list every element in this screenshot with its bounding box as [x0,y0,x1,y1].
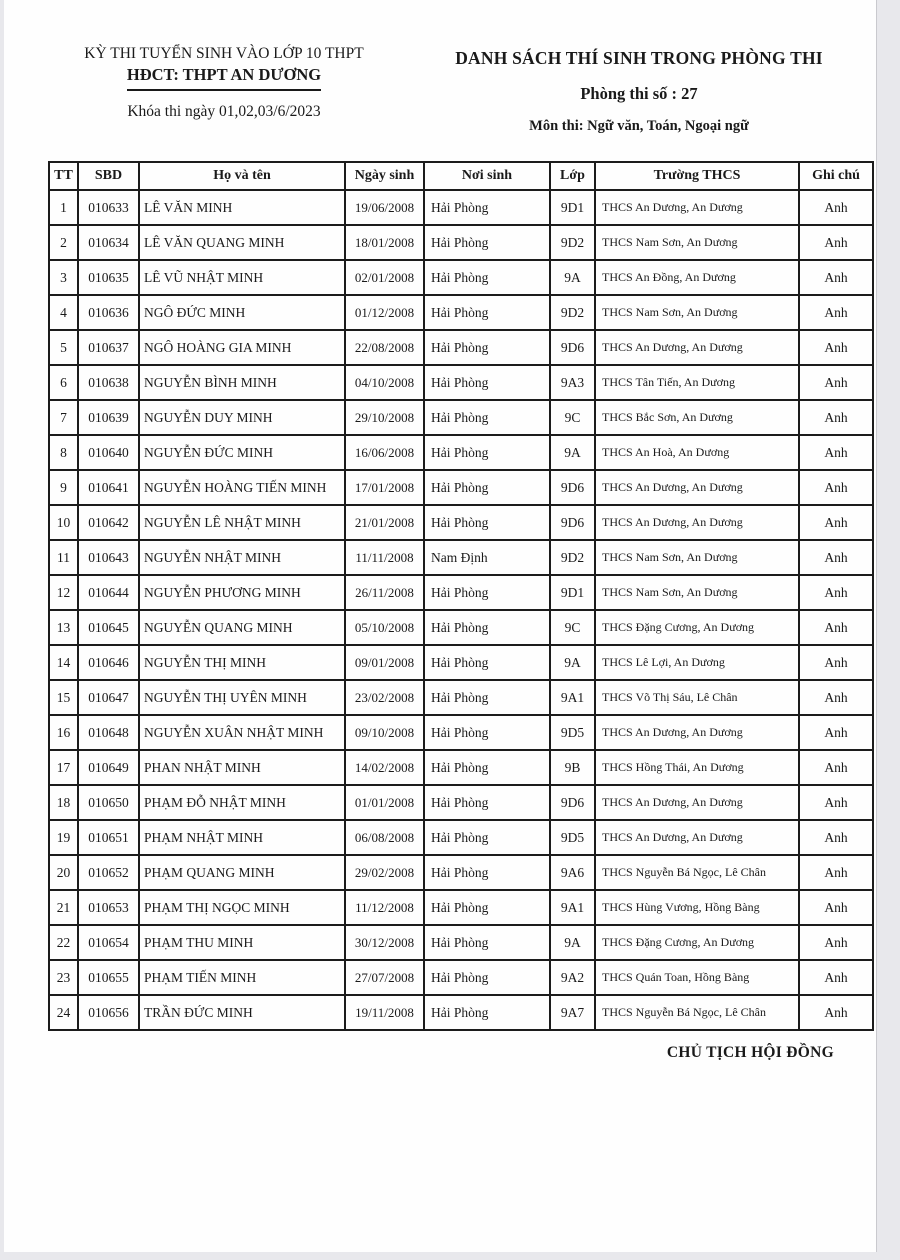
cell-name: NGUYỄN THỊ MINH [139,645,345,680]
cell-tt: 16 [49,715,78,750]
candidate-row [49,400,873,435]
cell-birthplace: Hải Phòng [424,260,550,295]
cell-tt: 13 [49,610,78,645]
cell-tt: 21 [49,890,78,925]
cell-class: 9A [550,925,595,960]
cell-sbd: 010651 [78,820,139,855]
cell-sbd: 010644 [78,575,139,610]
cell-dob: 01/01/2008 [345,785,424,820]
cell-sbd: 010649 [78,750,139,785]
cell-name: LÊ VŨ NHẬT MINH [139,260,345,295]
cell-birthplace: Hải Phòng [424,470,550,505]
cell-tt: 5 [49,330,78,365]
cell-sbd: 010639 [78,400,139,435]
column-header-dob: Ngày sinh [345,162,424,190]
cell-birthplace: Hải Phòng [424,400,550,435]
table-body [49,190,873,1030]
candidate-row [49,190,873,225]
candidate-row [49,960,873,995]
cell-note: Anh [799,470,873,505]
candidate-row [49,855,873,890]
cell-name: NGUYỄN LÊ NHẬT MINH [139,505,345,540]
cell-tt: 17 [49,750,78,785]
cell-class: 9D2 [550,295,595,330]
cell-birthplace: Hải Phòng [424,890,550,925]
cell-tt: 10 [49,505,78,540]
exam-name: KỲ THI TUYỂN SINH VÀO LỚP 10 THPT [84,45,364,62]
cell-school: THCS Đặng Cương, An Dương [595,925,799,960]
table-header-row [49,162,873,190]
cell-sbd: 010636 [78,295,139,330]
cell-birthplace: Hải Phòng [424,820,550,855]
column-header-class: Lớp [550,162,595,190]
cell-name: PHẠM QUANG MINH [139,855,345,890]
cell-note: Anh [799,995,873,1030]
cell-note: Anh [799,715,873,750]
cell-school: THCS An Dương, An Dương [595,785,799,820]
cell-school: THCS Đặng Cương, An Dương [595,610,799,645]
cell-class: 9D5 [550,715,595,750]
cell-name: PHAN NHẬT MINH [139,750,345,785]
cell-school: THCS Nguyễn Bá Ngọc, Lê Chân [595,995,799,1030]
cell-tt: 22 [49,925,78,960]
cell-sbd: 010640 [78,435,139,470]
cell-note: Anh [799,435,873,470]
cell-tt: 12 [49,575,78,610]
cell-dob: 29/02/2008 [345,855,424,890]
cell-tt: 4 [49,295,78,330]
cell-name: PHẠM THU MINH [139,925,345,960]
candidate-row [49,785,873,820]
cell-birthplace: Hải Phòng [424,575,550,610]
candidate-row [49,540,873,575]
cell-school: THCS An Dương, An Dương [595,820,799,855]
cell-name: NGUYỄN PHƯƠNG MINH [139,575,345,610]
cell-tt: 24 [49,995,78,1030]
cell-note: Anh [799,925,873,960]
cell-class: 9A [550,435,595,470]
cell-sbd: 010637 [78,330,139,365]
cell-tt: 2 [49,225,78,260]
cell-school: THCS An Dương, An Dương [595,190,799,225]
cell-note: Anh [799,330,873,365]
cell-tt: 8 [49,435,78,470]
cell-tt: 1 [49,190,78,225]
cell-class: 9A [550,260,595,295]
cell-name: NGUYỄN ĐỨC MINH [139,435,345,470]
candidate-row [49,435,873,470]
cell-name: PHẠM THỊ NGỌC MINH [139,890,345,925]
cell-school: THCS An Dương, An Dương [595,470,799,505]
cell-birthplace: Hải Phòng [424,435,550,470]
cell-dob: 19/06/2008 [345,190,424,225]
cell-dob: 17/01/2008 [345,470,424,505]
candidate-table [48,161,874,1031]
cell-name: LÊ VĂN MINH [139,190,345,225]
column-header-tt: TT [49,162,78,190]
column-header-school: Trường THCS [595,162,799,190]
cell-school: THCS An Dương, An Dương [595,715,799,750]
cell-class: 9D6 [550,470,595,505]
candidate-row [49,610,873,645]
cell-dob: 04/10/2008 [345,365,424,400]
signature-block [4,1044,876,1062]
cell-class: 9B [550,750,595,785]
cell-note: Anh [799,225,873,260]
cell-school: THCS An Hoà, An Dương [595,435,799,470]
cell-school: THCS Hùng Vương, Hồng Bàng [595,890,799,925]
cell-dob: 27/07/2008 [345,960,424,995]
cell-class: 9D6 [550,330,595,365]
cell-note: Anh [799,820,873,855]
cell-birthplace: Hải Phòng [424,995,550,1030]
cell-tt: 20 [49,855,78,890]
cell-birthplace: Hải Phòng [424,960,550,995]
candidate-row [49,715,873,750]
cell-tt: 23 [49,960,78,995]
cell-class: 9D5 [550,820,595,855]
cell-tt: 11 [49,540,78,575]
candidate-row [49,995,873,1030]
cell-name: NGUYỄN XUÂN NHẬT MINH [139,715,345,750]
document-header [4,0,876,135]
cell-school: THCS Hồng Thái, An Dương [595,750,799,785]
cell-dob: 02/01/2008 [345,260,424,295]
cell-tt: 18 [49,785,78,820]
council-name: HĐCT: THPT AN DƯƠNG [127,65,321,91]
cell-school: THCS An Dương, An Dương [595,330,799,365]
cell-birthplace: Hải Phòng [424,785,550,820]
cell-note: Anh [799,400,873,435]
document-page [4,0,877,1252]
cell-dob: 09/10/2008 [345,715,424,750]
page-title: DANH SÁCH THÍ SINH TRONG PHÒNG THI [455,48,823,68]
candidate-row [49,820,873,855]
cell-dob: 01/12/2008 [345,295,424,330]
cell-dob: 19/11/2008 [345,995,424,1030]
cell-dob: 14/02/2008 [345,750,424,785]
cell-name: PHẠM TIẾN MINH [139,960,345,995]
cell-sbd: 010645 [78,610,139,645]
cell-dob: 11/11/2008 [345,540,424,575]
cell-class: 9D2 [550,540,595,575]
column-header-name: Họ và tên [139,162,345,190]
cell-note: Anh [799,295,873,330]
cell-birthplace: Hải Phòng [424,295,550,330]
cell-sbd: 010647 [78,680,139,715]
cell-school: THCS Nam Sơn, An Dương [595,575,799,610]
cell-sbd: 010648 [78,715,139,750]
cell-school: THCS Nam Sơn, An Dương [595,295,799,330]
cell-class: 9C [550,400,595,435]
cell-sbd: 010643 [78,540,139,575]
cell-name: NGUYỄN THỊ UYÊN MINH [139,680,345,715]
cell-class: 9A2 [550,960,595,995]
cell-class: 9A1 [550,680,595,715]
cell-note: Anh [799,540,873,575]
cell-sbd: 010646 [78,645,139,680]
cell-class: 9D2 [550,225,595,260]
candidate-row [49,295,873,330]
candidate-row [49,330,873,365]
cell-dob: 22/08/2008 [345,330,424,365]
cell-school: THCS Quán Toan, Hồng Bàng [595,960,799,995]
cell-class: 9C [550,610,595,645]
cell-sbd: 010635 [78,260,139,295]
cell-dob: 26/11/2008 [345,575,424,610]
column-header-sbd: SBD [78,162,139,190]
column-header-note: Ghi chú [799,162,873,190]
cell-school: THCS An Dương, An Dương [595,505,799,540]
cell-name: NGUYỄN BÌNH MINH [139,365,345,400]
candidate-row [49,470,873,505]
cell-birthplace: Hải Phòng [424,925,550,960]
cell-birthplace: Hải Phòng [424,750,550,785]
cell-note: Anh [799,960,873,995]
cell-dob: 18/01/2008 [345,225,424,260]
cell-tt: 7 [49,400,78,435]
cell-school: THCS Nguyễn Bá Ngọc, Lê Chân [595,855,799,890]
cell-school: THCS Võ Thị Sáu, Lê Chân [595,680,799,715]
cell-note: Anh [799,750,873,785]
cell-sbd: 010633 [78,190,139,225]
cell-birthplace: Hải Phòng [424,645,550,680]
cell-birthplace: Hải Phòng [424,505,550,540]
cell-school: THCS Nam Sơn, An Dương [595,225,799,260]
cell-birthplace: Hải Phòng [424,330,550,365]
cell-class: 9D1 [550,190,595,225]
cell-birthplace: Nam Định [424,540,550,575]
cell-dob: 11/12/2008 [345,890,424,925]
cell-dob: 29/10/2008 [345,400,424,435]
cell-class: 9D6 [550,785,595,820]
candidate-row [49,575,873,610]
cell-dob: 16/06/2008 [345,435,424,470]
candidate-row [49,505,873,540]
cell-dob: 05/10/2008 [345,610,424,645]
candidate-row [49,260,873,295]
signature-title: CHỦ TỊCH HỘI ĐỒNG [666,1044,834,1061]
cell-name: PHẠM NHẬT MINH [139,820,345,855]
cell-name: NGÔ ĐỨC MINH [139,295,345,330]
cell-class: 9D1 [550,575,595,610]
candidate-row [49,365,873,400]
cell-birthplace: Hải Phòng [424,855,550,890]
cell-school: THCS An Đồng, An Dương [595,260,799,295]
cell-birthplace: Hải Phòng [424,225,550,260]
cell-note: Anh [799,610,873,645]
cell-school: THCS Bắc Sơn, An Dương [595,400,799,435]
cell-sbd: 010653 [78,890,139,925]
list-title-block [402,44,876,135]
exam-board-block [46,44,402,135]
exam-room-number: Phòng thi số : 27 [580,84,698,103]
cell-name: PHẠM ĐỖ NHẬT MINH [139,785,345,820]
cell-note: Anh [799,190,873,225]
cell-dob: 09/01/2008 [345,645,424,680]
cell-class: 9A1 [550,890,595,925]
exam-subjects: Môn thi: Ngữ văn, Toán, Ngoại ngữ [529,118,749,134]
cell-dob: 23/02/2008 [345,680,424,715]
cell-class: 9A6 [550,855,595,890]
candidate-row [49,645,873,680]
cell-birthplace: Hải Phòng [424,610,550,645]
cell-birthplace: Hải Phòng [424,365,550,400]
cell-name: TRẦN ĐỨC MINH [139,995,345,1030]
cell-class: 9D6 [550,505,595,540]
council-name-wrap [46,63,402,91]
cell-tt: 9 [49,470,78,505]
candidate-row [49,925,873,960]
column-header-birthplace: Nơi sinh [424,162,550,190]
cell-tt: 15 [49,680,78,715]
cell-sbd: 010641 [78,470,139,505]
cell-note: Anh [799,890,873,925]
cell-class: 9A [550,645,595,680]
cell-tt: 19 [49,820,78,855]
cell-tt: 3 [49,260,78,295]
cell-note: Anh [799,680,873,715]
cell-sbd: 010654 [78,925,139,960]
cell-name: NGUYỄN DUY MINH [139,400,345,435]
cell-dob: 30/12/2008 [345,925,424,960]
candidate-row [49,890,873,925]
candidate-row [49,225,873,260]
cell-name: NGUYỄN QUANG MINH [139,610,345,645]
cell-sbd: 010638 [78,365,139,400]
cell-class: 9A7 [550,995,595,1030]
cell-birthplace: Hải Phòng [424,715,550,750]
cell-school: THCS Nam Sơn, An Dương [595,540,799,575]
cell-sbd: 010656 [78,995,139,1030]
cell-tt: 14 [49,645,78,680]
cell-sbd: 010652 [78,855,139,890]
cell-school: THCS Tân Tiến, An Dương [595,365,799,400]
cell-note: Anh [799,645,873,680]
candidate-row [49,750,873,785]
cell-sbd: 010642 [78,505,139,540]
cell-name: NGÔ HOÀNG GIA MINH [139,330,345,365]
candidate-row [49,680,873,715]
cell-note: Anh [799,505,873,540]
cell-name: NGUYỄN NHẬT MINH [139,540,345,575]
cell-name: LÊ VĂN QUANG MINH [139,225,345,260]
cell-note: Anh [799,785,873,820]
cell-note: Anh [799,365,873,400]
cell-sbd: 010634 [78,225,139,260]
cell-dob: 21/01/2008 [345,505,424,540]
cell-note: Anh [799,855,873,890]
cell-tt: 6 [49,365,78,400]
cell-dob: 06/08/2008 [345,820,424,855]
cell-name: NGUYỄN HOÀNG TIẾN MINH [139,470,345,505]
exam-dates: Khóa thi ngày 01,02,03/6/2023 [127,103,321,120]
cell-birthplace: Hải Phòng [424,190,550,225]
cell-note: Anh [799,260,873,295]
cell-birthplace: Hải Phòng [424,680,550,715]
cell-school: THCS Lê Lợi, An Dương [595,645,799,680]
cell-sbd: 010655 [78,960,139,995]
cell-note: Anh [799,575,873,610]
cell-class: 9A3 [550,365,595,400]
cell-sbd: 010650 [78,785,139,820]
